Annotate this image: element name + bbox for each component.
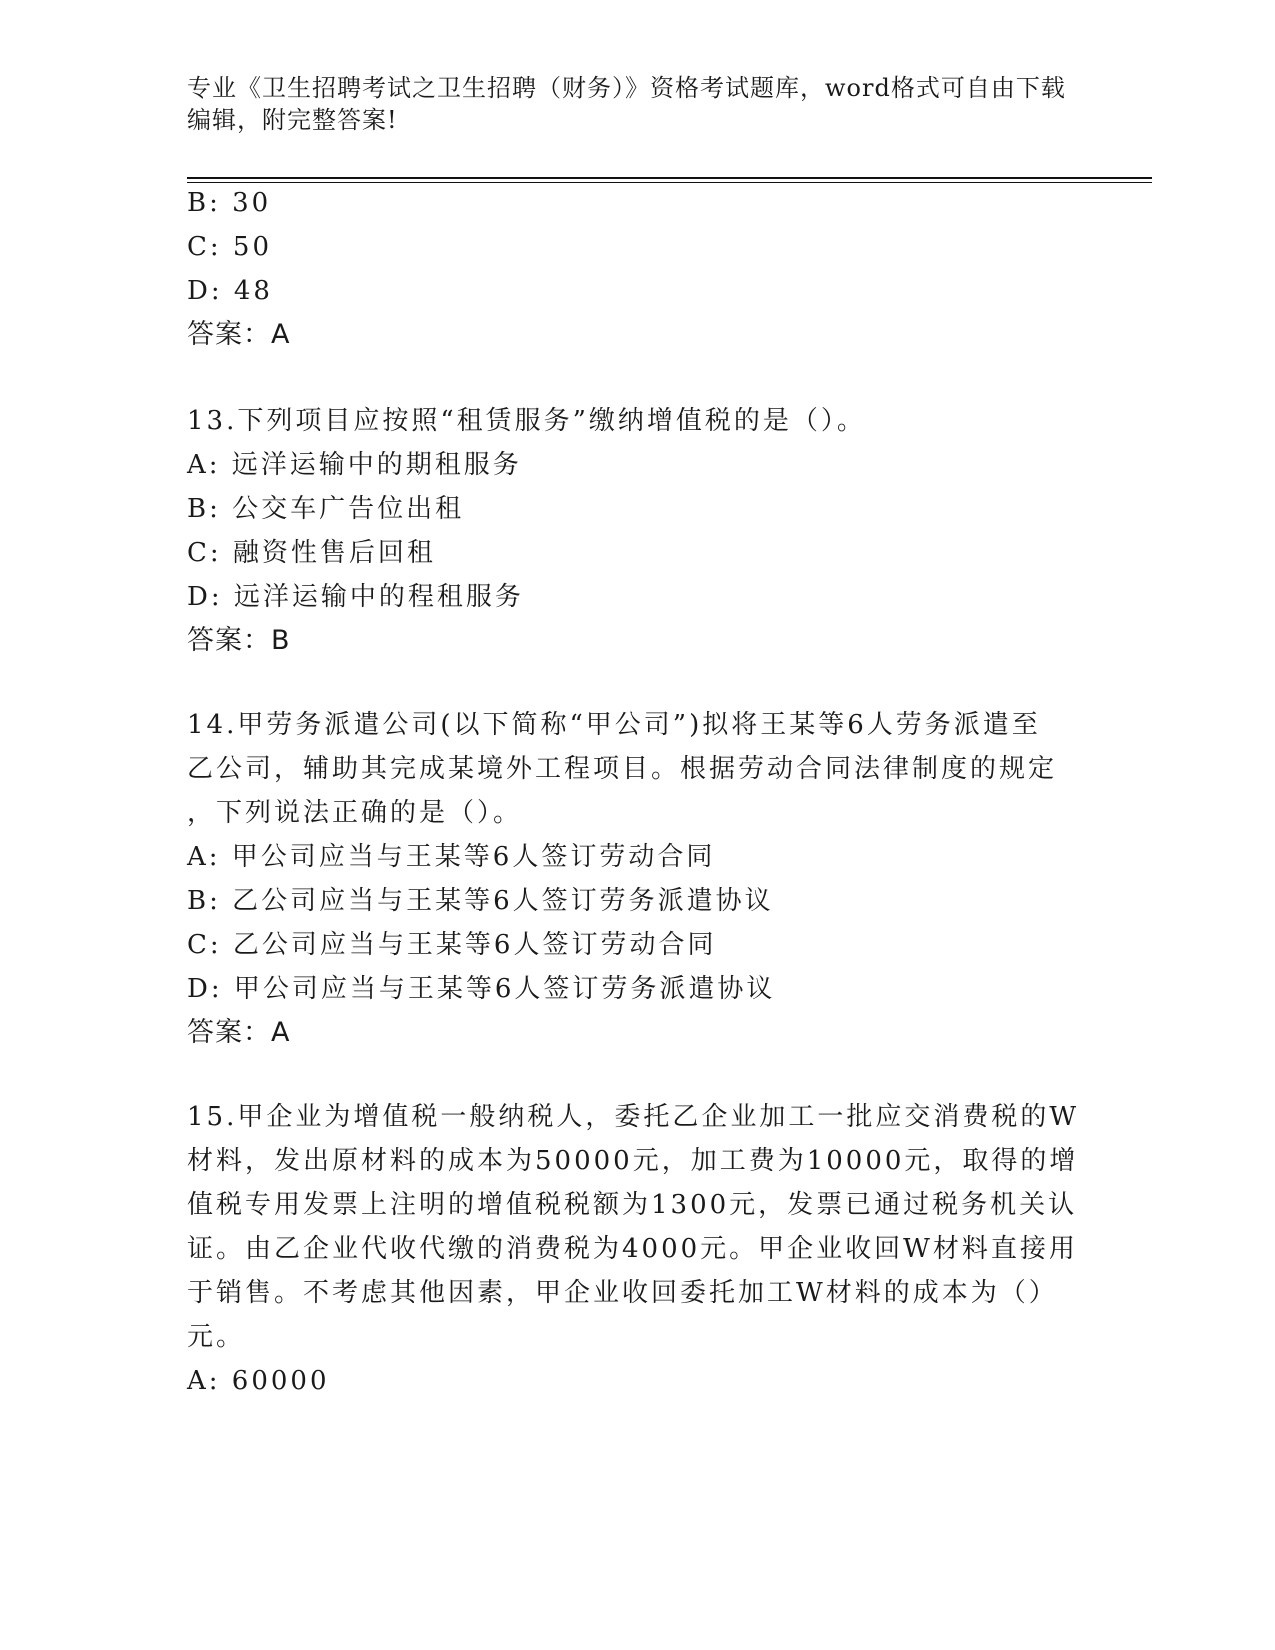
q15-stem-line-1: 15.甲企业为增值税一般纳税人，委托乙企业加工一批应交消费税的W [187, 1102, 1080, 1132]
q15-stem-line-4: 证。由乙企业代收代缴的消费税为4000元。甲企业收回W材料直接用 [187, 1234, 1078, 1264]
header-line-2: 编辑，附完整答案! [187, 106, 398, 134]
q14-stem-line-1: 14.甲劳务派遣公司(以下简称“甲公司”)拟将王某等6人劳务派遣至 [187, 710, 1041, 740]
q15-stem-line-5: 于销售。不考虑其他因素，甲企业收回委托加工W材料的成本为（） [187, 1278, 1058, 1308]
q15-stem-line-3: 值税专用发票上注明的增值税税额为1300元，发票已通过税务机关认 [187, 1190, 1078, 1220]
q15-stem-line-2: 材料，发出原材料的成本为50000元，加工费为10000元，取得的增 [187, 1146, 1079, 1176]
q12-option-c: C: 50 [187, 232, 273, 262]
q13-option-a: A: 远洋运输中的期租服务 [187, 450, 522, 480]
header-rule-thick [187, 177, 1152, 179]
q14-option-d: D: 甲公司应当与王某等6人签订劳务派遣协议 [187, 974, 776, 1004]
q14-option-b: B: 乙公司应当与王某等6人签订劳务派遣协议 [187, 886, 774, 916]
document-header [187, 72, 1067, 136]
header-line-1: 专业《卫生招聘考试之卫生招聘（财务）》资格考试题库，word格式可自由下载 [187, 74, 1066, 102]
q14-stem-line-3: ，下列说法正确的是（）。 [187, 798, 523, 828]
q15-stem-line-6: 元。 [187, 1322, 246, 1352]
q13-answer: 答案：B [187, 625, 291, 656]
q14-option-a: A: 甲公司应当与王某等6人签订劳动合同 [187, 842, 716, 872]
q12-answer: 答案：A [187, 319, 291, 350]
q14-answer: 答案：A [187, 1017, 291, 1048]
q12-option-b: B: 30 [187, 188, 272, 218]
q12-option-d: D: 48 [187, 276, 273, 306]
q14-stem-line-2: 乙公司，辅助其完成某境外工程项目。根据劳动合同法律制度的规定 [187, 754, 1058, 784]
q13-stem: 13.下列项目应按照“租赁服务”缴纳增值税的是（）。 [187, 406, 866, 436]
q13-option-d: D: 远洋运输中的程租服务 [187, 582, 524, 612]
q13-option-b: B: 公交车广告位出租 [187, 494, 465, 524]
q13-option-c: C: 融资性售后回租 [187, 538, 436, 568]
q15-option-a: A: 60000 [187, 1366, 330, 1396]
header-rule-thin [187, 182, 1152, 183]
q14-option-c: C: 乙公司应当与王某等6人签订劳动合同 [187, 930, 717, 960]
